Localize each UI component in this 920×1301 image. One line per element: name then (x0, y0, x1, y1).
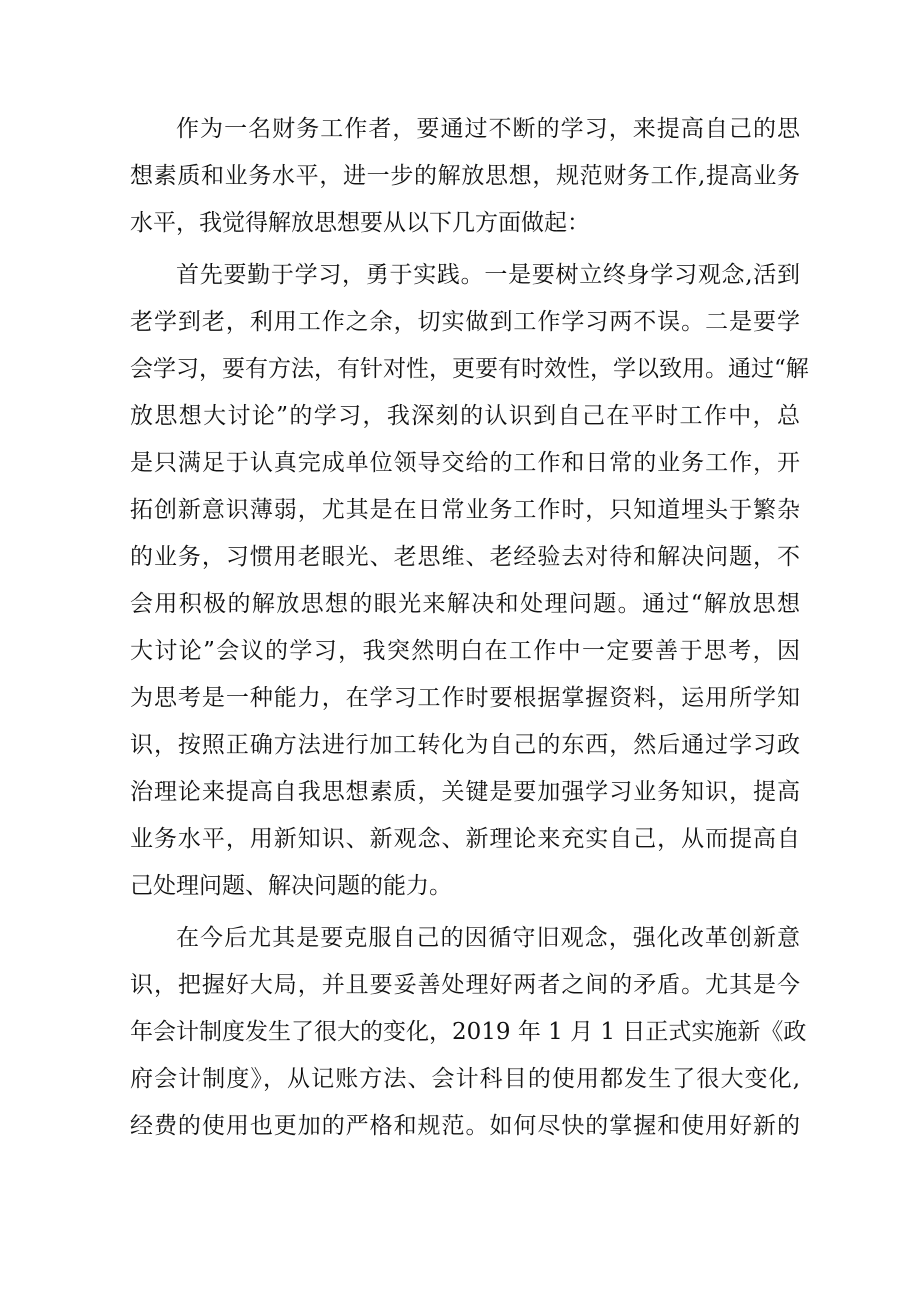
paragraph-line: 拓创新意识薄弱，尤其是在日常业务工作时，只知道埋头于繁杂 (130, 497, 800, 523)
paragraph-line: 府会计制度》，从记账方法、会计科目的使用都发生了很大变化, (130, 1066, 800, 1092)
paragraph-line: 为思考是一种能力，在学习工作时要根据掌握资料，运用所学知 (130, 685, 800, 711)
paragraph-line: 会学习，要有方法，有针对性，更要有时效性，学以致用。通过“解 (130, 356, 809, 382)
paragraph-line: 老学到老，利用工作之余，切实做到工作学习两不误。二是要学 (130, 309, 800, 335)
paragraph-line: 识，按照正确方法进行加工转化为自己的东西，然后通过学习政 (130, 732, 800, 758)
paragraph-3 (130, 915, 807, 1150)
paragraph-line: 放思想大讨论”的学习，我深刻的认识到自己在平时工作中，总 (130, 403, 800, 429)
paragraph-line: 业务水平，用新知识、新观念、新理论来充实自己，从而提高自 (130, 826, 800, 852)
paragraph-line: 年会计制度发生了很大的变化，2019 年 1 月 1 日正式实施新《政 (130, 1019, 807, 1045)
paragraph-line: 作为一名财务工作者，要通过不断的学习，来提高自己的思 (176, 116, 800, 142)
paragraph-line: 治理论来提高自我思想素质，关键是要加强学习业务知识，提高 (130, 779, 800, 805)
paragraph-line: 的业务，习惯用老眼光、老思维、老经验去对待和解决问题，不 (130, 544, 800, 570)
paragraph-line: 经费的使用也更加的严格和规范。如何尽快的掌握和使用好新的 (130, 1113, 800, 1139)
paragraph-1 (130, 106, 800, 247)
paragraph-line: 在今后尤其是要克服自己的因循守旧观念，强化改革创新意 (176, 925, 800, 951)
paragraph-line: 大讨论”会议的学习，我突然明白在工作中一定要善于思考，因 (130, 638, 800, 664)
paragraph-line: 想素质和业务水平，进一步的解放思想，规范财务工作,提高业务 (130, 163, 800, 189)
paragraph-line: 识，把握好大局，并且要妥善处理好两者之间的矛盾。尤其是今 (130, 972, 800, 998)
document-body (130, 106, 809, 1150)
paragraph-line: 首先要勤于学习，勇于实践。一是要树立终身学习观念,活到 (176, 262, 800, 288)
paragraph-line: 是只满足于认真完成单位领导交给的工作和日常的业务工作，开 (130, 450, 800, 476)
paragraph-line: 己处理问题、解决问题的能力。 (130, 873, 452, 899)
paragraph-2 (130, 252, 809, 910)
paragraph-line: 会用积极的解放思想的眼光来解决和处理问题。通过“解放思想 (130, 591, 800, 617)
paragraph-line: 水平，我觉得解放思想要从以下几方面做起： (130, 210, 590, 236)
